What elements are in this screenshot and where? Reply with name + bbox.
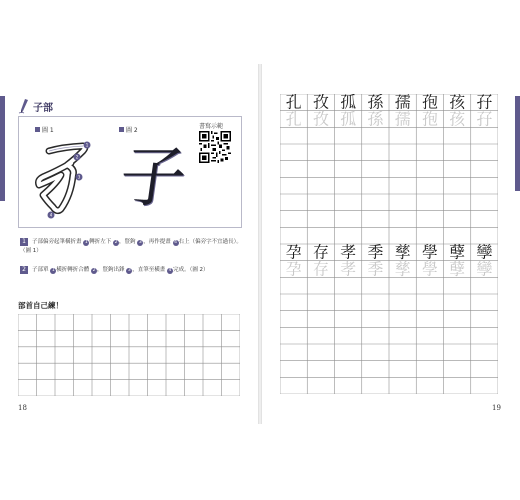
svg-text:2: 2 (75, 154, 79, 160)
qr-code[interactable] (199, 131, 231, 163)
trace-char-row2-5: 學 (421, 259, 438, 279)
trace-char-row1-0: 孔 (285, 109, 302, 129)
trace-char-row2-7: 孿 (476, 259, 493, 279)
page-number-left: 18 (18, 404, 27, 412)
example-char-row2-0: 孕 (285, 242, 302, 262)
example-char-row1-6: 孩 (449, 94, 466, 112)
example-char-row1-4: 孺 (394, 94, 411, 112)
trace-char-row2-3: 季 (367, 259, 384, 279)
example-char-row1-5: 孢 (421, 94, 438, 112)
figure-2-label: 圖 2 (119, 125, 138, 134)
section-title-text: 子部 (33, 102, 53, 114)
right-section-tab (515, 96, 520, 191)
step-1: 1 子部偏旁起筆橫折畫 1 轉折左下 2 ，豎鉤 3 ，再作提畫 4 右上（偏旁字不宜過長）。（圖 1） (20, 238, 242, 254)
left-section-tab (0, 96, 5, 201)
figure-2-character: 子 (114, 139, 192, 216)
example-char-row2-6: 孽 (449, 242, 466, 262)
trace-char-row2-0: 孕 (285, 259, 302, 279)
trace-char-row2-2: 孝 (340, 259, 357, 279)
example-char-row2-2: 孝 (340, 242, 357, 262)
example-char-row2-4: 孳 (394, 242, 411, 262)
example-char-row2-5: 學 (421, 242, 438, 262)
trace-char-row2-4: 孳 (394, 259, 411, 279)
right-practice-grid[interactable] (280, 94, 498, 394)
trace-char-row2-6: 孽 (449, 259, 466, 279)
stroke-demo-panel (18, 116, 242, 228)
trace-char-row1-7: 孖 (476, 109, 493, 129)
page-number-right: 19 (492, 404, 501, 412)
figure-1-stroke-diagram (31, 135, 111, 221)
example-char-row2-7: 孿 (476, 242, 493, 262)
section-title (18, 98, 53, 114)
step-2: 2 子部單 1 橫折轉折合體 2 ，豎鉤出鋒 3 ，直筆至橫畫 4 完成。（圖 2） (20, 266, 242, 275)
example-char-row2-3: 季 (367, 242, 384, 262)
svg-text:1: 1 (85, 142, 89, 148)
page-gutter (258, 64, 262, 424)
svg-text:4: 4 (49, 212, 53, 218)
example-char-row1-0: 孔 (285, 94, 302, 112)
example-char-row2-1: 存 (312, 242, 329, 262)
qr-caption: 書寫示範 (199, 123, 224, 130)
example-char-row1-7: 孖 (476, 94, 493, 112)
trace-char-row1-6: 孩 (449, 109, 466, 129)
figure-1-label: 圖 1 (35, 125, 54, 134)
example-char-row1-3: 孫 (367, 94, 384, 112)
svg-text:3: 3 (77, 174, 81, 180)
pen-icon (18, 98, 30, 114)
trace-char-row1-1: 孜 (312, 109, 329, 129)
left-practice-grid[interactable] (18, 314, 240, 396)
example-char-row1-2: 孤 (340, 94, 357, 112)
trace-char-row1-3: 孫 (367, 109, 384, 129)
trace-char-row1-5: 孢 (421, 109, 438, 129)
left-grid-lines (18, 314, 240, 396)
trace-char-row2-1: 存 (312, 259, 329, 279)
trace-char-row1-2: 孤 (340, 109, 357, 129)
trace-char-row1-4: 孺 (394, 109, 411, 129)
example-char-row1-1: 孜 (312, 94, 329, 112)
practice-title: 部首自己練！ (18, 301, 63, 310)
